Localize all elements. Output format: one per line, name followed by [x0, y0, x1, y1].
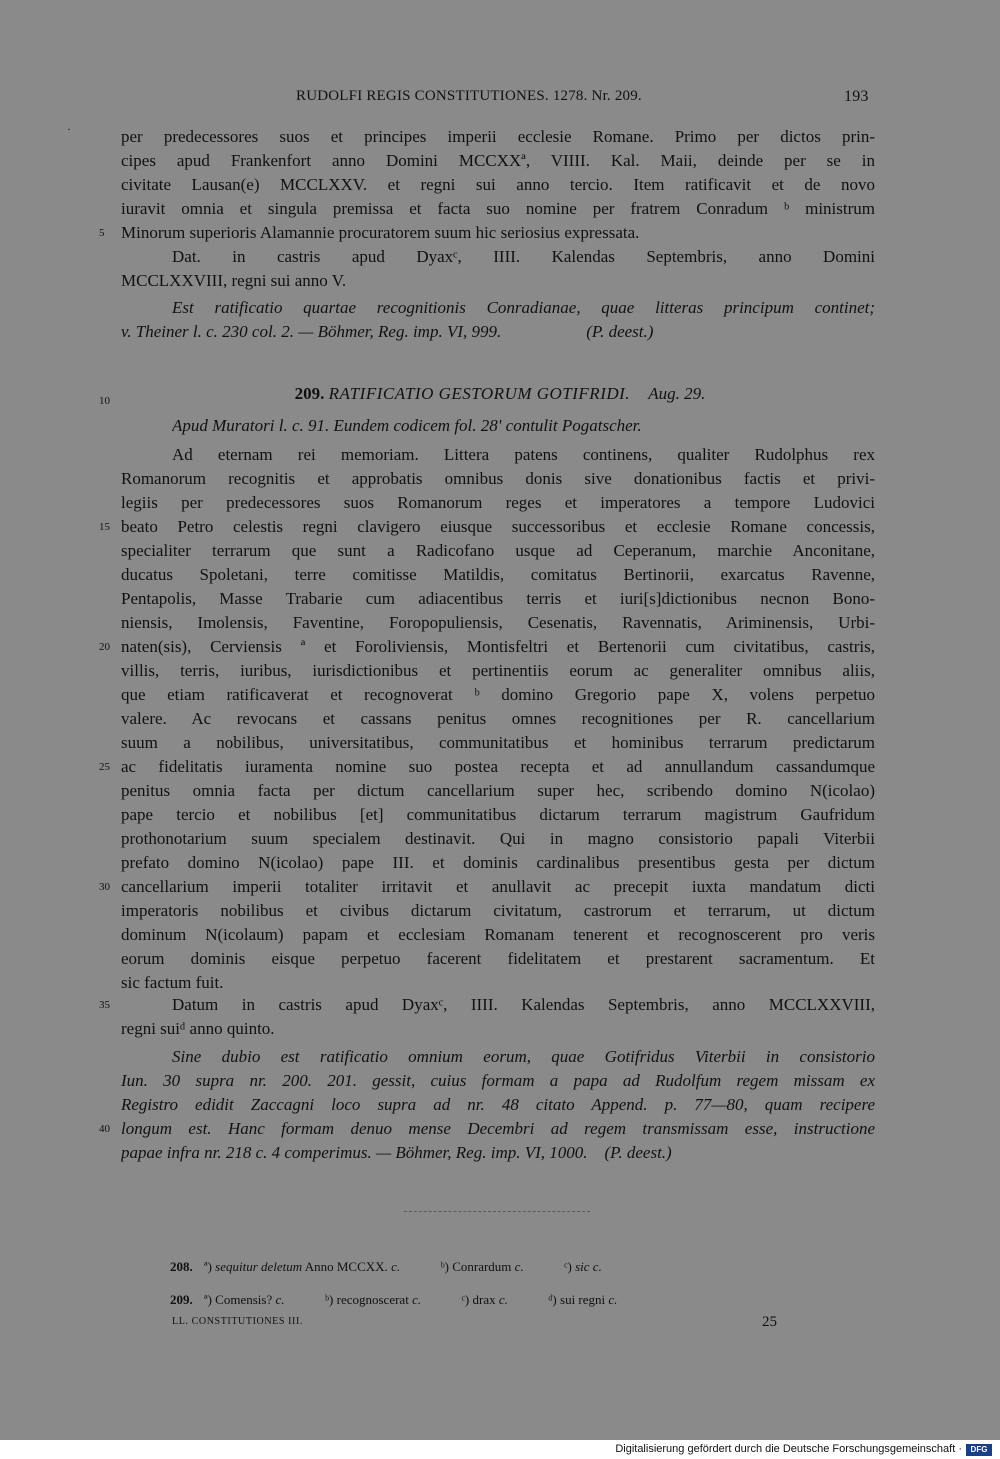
text-line: ac fidelitatis iuramenta nomine suo postea recepta et ad annullandum cassandumque	[121, 757, 875, 776]
footnote-italic: sequitur deletum	[215, 1259, 303, 1274]
text-line: cipes apud Frankenfort anno Domini MCCXXª, VIIII. Kal. Maii, deinde per se in	[121, 151, 875, 170]
text-line: pape tercio et nobilibus [et] communitatibus dictarum terrarum magistrum Gaufridum	[121, 805, 875, 824]
footnote-mark: ª)	[204, 1292, 212, 1307]
footnote-text: Conrardum	[452, 1259, 512, 1274]
text-line: Pentapolis, Masse Trabarie cum adiacentibus terris et iuri[s]dictionibus necnon Bono-	[121, 589, 875, 608]
digitization-footer	[0, 1440, 1000, 1459]
footnote-source: c.	[391, 1259, 401, 1274]
document-date: Aug. 29.	[648, 384, 706, 403]
footnote-mark: ᵇ)	[440, 1259, 449, 1274]
text-line: suum a nobilibus, universitatibus, communitatibus et hominibus terrarum predictarum	[121, 733, 875, 752]
text-line: imperatoris nobilibus et civibus dictarum civitatum, castrorum et terrarum, ut dictum	[121, 901, 875, 920]
margin-mark: ·	[67, 122, 71, 136]
editorial-note-line: papae infra nr. 218 c. 4 comperimus. — Böhmer, Reg. imp. VI, 1000. (P. deest.)	[121, 1143, 672, 1162]
text-line: eorum dominis eisque perpetuo facerent fidelitatem et prestarent sacramentum. Et	[121, 949, 875, 968]
editorial-note-line: Sine dubio est ratificatio omnium eorum, quae Gotifridus Viterbii in consistorio	[172, 1047, 875, 1066]
footnote-mark: ᶜ)	[564, 1259, 572, 1274]
line-number: 15	[99, 521, 110, 533]
footnote-text: sui regni	[560, 1292, 606, 1307]
text-line: iuravit omnia et singula premissa et facta suo nomine per fratrem Conradum ᵇ ministrum	[121, 199, 875, 218]
document-number: 209.	[294, 384, 325, 403]
editorial-note-line: Registro edidit Zaccagni loco supra ad nr. 48 citato Append. p. 77—80, quam recipere	[121, 1095, 875, 1114]
dfg-logo[interactable]: DFG	[966, 1444, 992, 1456]
text-line: per predecessores suos et principes imperii ecclesie Romane. Primo per dictos prin-	[121, 127, 875, 146]
footnote-mark: ᵇ)	[325, 1292, 334, 1307]
text-line: Dat. in castris apud Dyaxᶜ, IIII. Kalendas Septembris, anno Domini	[172, 247, 875, 266]
text-line: que etiam ratificaverat et recognoverat ᵇ domino Gregorio pape X, volens perpetuo	[121, 685, 875, 704]
footnote-source: c.	[412, 1292, 422, 1307]
text-line: sic factum fuit.	[121, 973, 224, 992]
text-line: civitate Lausan(e) MCCLXXV. et regni sui anno tercio. Item ratificavit et de novo	[121, 175, 875, 194]
text-line: dominum N(icolaum) papam et ecclesiam Romanam tenerent et recognoscerent pro veris	[121, 925, 875, 944]
footnote-mark: ᶜ)	[461, 1292, 470, 1307]
funding-notice: Digitalisierung gefördert durch die Deutsche Forschungsgemeinschaft ·	[615, 1443, 962, 1455]
running-title: RUDOLFI REGIS CONSTITUTIONES. 1278. Nr. 209.	[296, 88, 642, 104]
document-title: RATIFICATIO GESTORUM GOTIFRIDI.	[328, 384, 631, 403]
text-line: beato Petro celestis regni clavigero eiusque successoribus et ecclesie Romane concessis,	[121, 517, 875, 536]
footnote-text: drax	[472, 1292, 496, 1307]
text-line: Minorum superioris Alamannie procuratorem suum hic seriosius expressata.	[121, 223, 640, 242]
line-number: 40	[99, 1123, 110, 1135]
text-line: villis, terris, iuribus, iurisdictionibus et pertinentiis eorum ac generaliter omnibus aliis,	[121, 661, 875, 680]
footnote-mark: ᵈ)	[548, 1292, 557, 1307]
text-line: naten(sis), Cerviensis ª et Foroliviensis, Montisfeltri et Bertenorii cum civitatibus, castris,	[121, 637, 875, 656]
line-number: 35	[99, 999, 110, 1011]
document-heading	[0, 384, 1000, 404]
text-line: prefato domino N(icolao) pape III. et dominis cardinalibus presentibus gesta per dictum	[121, 853, 875, 872]
printer-signature: LL. CONSTITUTIONES III.	[172, 1316, 304, 1327]
footnote-208	[170, 1258, 602, 1276]
line-number: 10	[99, 395, 110, 407]
sheet-number: 25	[762, 1314, 777, 1330]
footnote-source: c.	[608, 1292, 618, 1307]
editorial-note-line: v. Theiner l. c. 230 col. 2. — Böhmer, Reg. imp. VI, 999. (P. deest.)	[121, 322, 654, 341]
footnote-mark: ª)	[204, 1259, 212, 1274]
footnote-source: c.	[498, 1292, 508, 1307]
footnote-text: sic c.	[575, 1259, 602, 1274]
text-line: Ad eternam rei memoriam. Littera patens continens, qualiter Rudolphus rex	[172, 445, 875, 464]
line-number: 25	[99, 761, 110, 773]
text-line: Datum in castris apud Dyaxᶜ, IIII. Kalendas Septembris, anno MCCLXXVIII,	[172, 995, 875, 1014]
text-line: legiis per predecessores suos Romanorum reges et imperatores a tempore Ludovici	[121, 493, 875, 512]
source-line: Apud Muratori l. c. 91. Eundem codicem fol. 28' contulit Pogatscher.	[172, 416, 642, 435]
page-number: 193	[844, 88, 869, 105]
text-line: specialiter terrarum que sunt a Radicofano usque ad Ceperanum, marchie Anconitane,	[121, 541, 875, 560]
line-number: 30	[99, 881, 110, 893]
text-line: niensis, Imolensis, Faventine, Foropopuliensis, Cesenatis, Ravennatis, Ariminensis, Urbi-	[121, 613, 875, 632]
footnote-text: Anno MCCXX.	[304, 1259, 388, 1274]
text-line: ducatus Spoletani, terre comitisse Matildis, comitatus Bertinorii, exarcatus Ravenne,	[121, 565, 875, 584]
text-line: prothonotarium suum specialem destinavit. Qui in magno consistorio papali Viterbii	[121, 829, 875, 848]
line-number: 5	[99, 227, 105, 239]
editorial-note-line: longum est. Hanc formam denuo mense Decembri ad regem transmissam esse, instructione	[121, 1119, 875, 1138]
text-line: cancellarium imperii totaliter irritavit et anullavit ac precepit iuxta mandatum dicti	[121, 877, 875, 896]
footnote-text: recognoscerat	[336, 1292, 409, 1307]
footnote-source: c.	[275, 1292, 285, 1307]
text-line: valere. Ac revocans et cassans penitus omnes recognitiones per R. cancellarium	[121, 709, 875, 728]
text-line: penitus omnia facta per dictum cancellarium super hec, scribendo domino N(icolao)	[121, 781, 875, 800]
footnote-number: 208.	[170, 1259, 193, 1274]
text-line: regni suiᵈ anno quinto.	[121, 1019, 275, 1038]
footnote-text: Comensis?	[215, 1292, 273, 1307]
editorial-note-line: Est ratificatio quartae recognitionis Conradianae, quae litteras principum continet;	[172, 298, 875, 317]
text-line: Romanorum recognitis et approbatis omnibus donis sive donationibus factis et privi-	[121, 469, 875, 488]
footnote-separator	[404, 1211, 590, 1212]
footnote-number: 209.	[170, 1292, 193, 1307]
footnote-209	[170, 1291, 617, 1309]
footnote-source: c.	[514, 1259, 524, 1274]
line-number: 20	[99, 641, 110, 653]
text-line: MCCLXXVIII, regni sui anno V.	[121, 271, 347, 290]
editorial-note-line: Iun. 30 supra nr. 200. 201. gessit, cuius formam a papa ad Rudolfum regem missam ex	[121, 1071, 875, 1090]
